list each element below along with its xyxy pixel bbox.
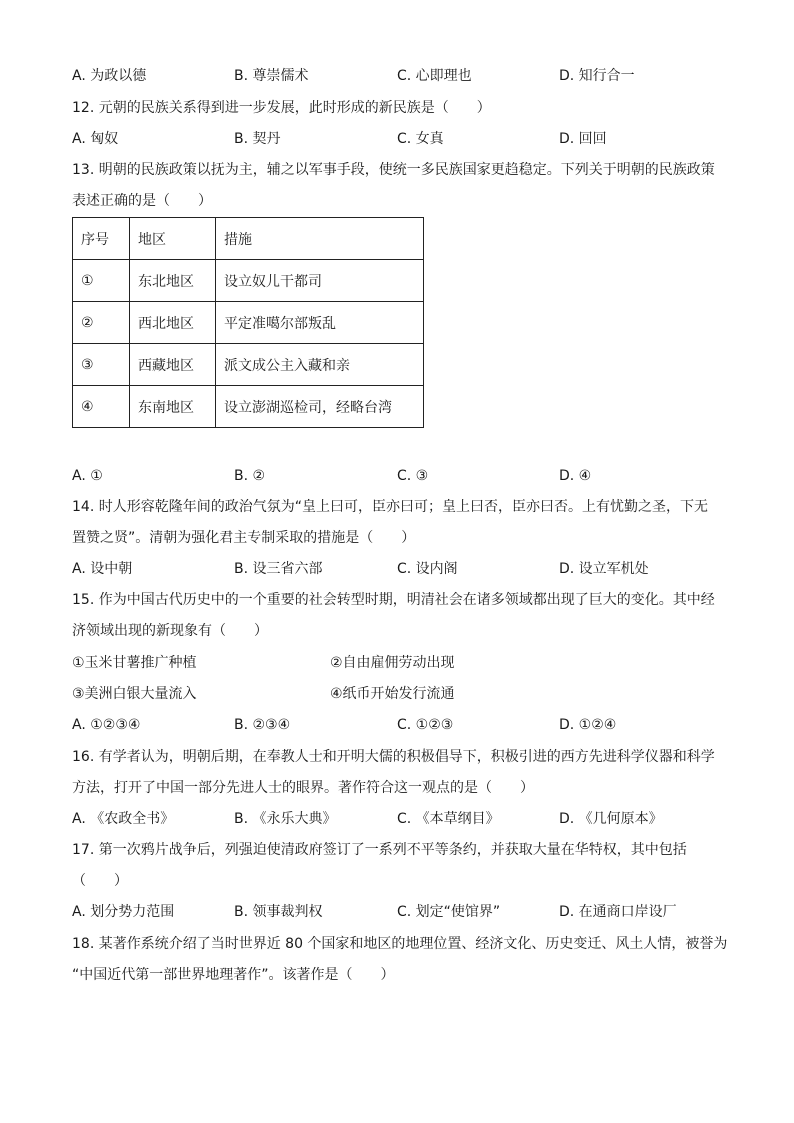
q12-option-b[interactable]: B. 契丹	[234, 131, 281, 147]
q15-option-d[interactable]: D. ①②④	[559, 717, 617, 733]
table-header-cell: 措施	[216, 218, 424, 260]
q18-stem-line2: “中国近代第一部世界地理著作”。该著作是（ ）	[72, 967, 395, 983]
q13-option-a[interactable]: A. ①	[72, 468, 103, 484]
table-header-cell: 序号	[73, 218, 130, 260]
q16-options	[72, 809, 732, 829]
q16-stem-line1: 16. 有学者认为，明朝后期，在奉教人士和开明大儒的积极倡导下，积极引进的西方先进科学仪器和科学	[72, 749, 715, 765]
table-header-row	[73, 218, 424, 260]
q15-items-row2	[72, 684, 732, 704]
table-cell: 西藏地区	[130, 344, 216, 386]
q15-item: ②自由雇佣劳动出现	[330, 655, 455, 671]
table-cell: 设立澎湖巡检司，经略台湾	[216, 386, 424, 428]
q12-option-c[interactable]: C. 女真	[397, 131, 444, 147]
q14-stem-line2: 置赞之贤”。清朝为强化君主专制采取的措施是（ ）	[72, 530, 416, 546]
table-cell: ①	[73, 260, 130, 302]
q15-item: ③美洲白银大量流入	[72, 686, 197, 702]
q14-option-c[interactable]: C. 设内阁	[397, 561, 458, 577]
q13-table	[72, 217, 424, 428]
table-cell: 派文成公主入藏和亲	[216, 344, 424, 386]
table-cell: 设立奴儿干都司	[216, 260, 424, 302]
table-cell: ②	[73, 302, 130, 344]
q16-stem-line2: 方法，打开了中国一部分先进人士的眼界。著作符合这一观点的是（ ）	[72, 780, 534, 796]
table-cell: ④	[73, 386, 130, 428]
q18-stem-line1: 18. 某著作系统介绍了当时世界近 80 个国家和地区的地理位置、经济文化、历史变迁、风土人情，被誉为	[72, 936, 728, 952]
q17-stem-line2: （ ）	[72, 873, 128, 889]
q11-option-d[interactable]: D. 知行合一	[559, 68, 635, 84]
q15-items-row1	[72, 653, 732, 673]
q17-option-b[interactable]: B. 领事裁判权	[234, 904, 323, 920]
q17-options	[72, 902, 732, 922]
q12-stem: 12. 元朝的民族关系得到进一步发展，此时形成的新民族是（ ）	[72, 100, 491, 116]
q11-option-c[interactable]: C. 心即理也	[397, 68, 472, 84]
q14-stem-line1: 14. 时人形容乾隆年间的政治气氛为“皇上曰可，臣亦曰可；皇上曰否，臣亦曰否。上有忧勤之圣，下无	[72, 499, 708, 515]
q15-option-b[interactable]: B. ②③④	[234, 717, 291, 733]
table-row	[73, 386, 424, 428]
q16-option-a[interactable]: A. 《农政全书》	[72, 811, 175, 827]
q12-option-d[interactable]: D. 回回	[559, 131, 607, 147]
q14-option-b[interactable]: B. 设三省六部	[234, 561, 323, 577]
table-row	[73, 260, 424, 302]
q15-item: ①玉米甘薯推广种植	[72, 655, 197, 671]
table-row	[73, 344, 424, 386]
q13-options	[72, 466, 732, 486]
q17-option-c[interactable]: C. 划定“使馆界”	[397, 904, 501, 920]
q13-option-d[interactable]: D. ④	[559, 468, 592, 484]
q15-options	[72, 715, 732, 735]
table-cell: 东南地区	[130, 386, 216, 428]
q15-option-a[interactable]: A. ①②③④	[72, 717, 141, 733]
q12-options	[72, 129, 732, 149]
q13-stem-line1: 13. 明朝的民族政策以抚为主，辅之以军事手段，使统一多民族国家更趋稳定。下列关于明朝的民族政策	[72, 162, 715, 178]
table-header-cell: 地区	[130, 218, 216, 260]
q11-option-a[interactable]: A. 为政以德	[72, 68, 147, 84]
q14-options	[72, 559, 732, 579]
table-row	[73, 302, 424, 344]
q16-option-d[interactable]: D. 《几何原本》	[559, 811, 663, 827]
table-cell: 西北地区	[130, 302, 216, 344]
q13-option-b[interactable]: B. ②	[234, 468, 266, 484]
q17-stem-line1: 17. 第一次鸦片战争后，列强迫使清政府签订了一系列不平等条约，并获取大量在华特权，其中包括	[72, 842, 687, 858]
q16-option-b[interactable]: B. 《永乐大典》	[234, 811, 337, 827]
q11-option-b[interactable]: B. 尊崇儒术	[234, 68, 309, 84]
q16-option-c[interactable]: C. 《本草纲目》	[397, 811, 500, 827]
q14-option-a[interactable]: A. 设中朝	[72, 561, 133, 577]
q12-option-a[interactable]: A. 匈奴	[72, 131, 119, 147]
q17-option-d[interactable]: D. 在通商口岸设厂	[559, 904, 677, 920]
q15-stem-line1: 15. 作为中国古代历史中的一个重要的社会转型时期，明清社会在诸多领域都出现了巨大的变化。其中经	[72, 592, 715, 608]
q15-item: ④纸币开始发行流通	[330, 686, 455, 702]
q17-option-a[interactable]: A. 划分势力范围	[72, 904, 175, 920]
q15-stem-line2: 济领域出现的新现象有（ ）	[72, 623, 268, 639]
table-cell: 平定准噶尔部叛乱	[216, 302, 424, 344]
q13-option-c[interactable]: C. ③	[397, 468, 429, 484]
q11-options	[72, 66, 732, 86]
table-cell: 东北地区	[130, 260, 216, 302]
table-cell: ③	[73, 344, 130, 386]
q15-option-c[interactable]: C. ①②③	[397, 717, 454, 733]
q13-stem-line2: 表述正确的是（ ）	[72, 193, 212, 209]
q14-option-d[interactable]: D. 设立军机处	[559, 561, 649, 577]
